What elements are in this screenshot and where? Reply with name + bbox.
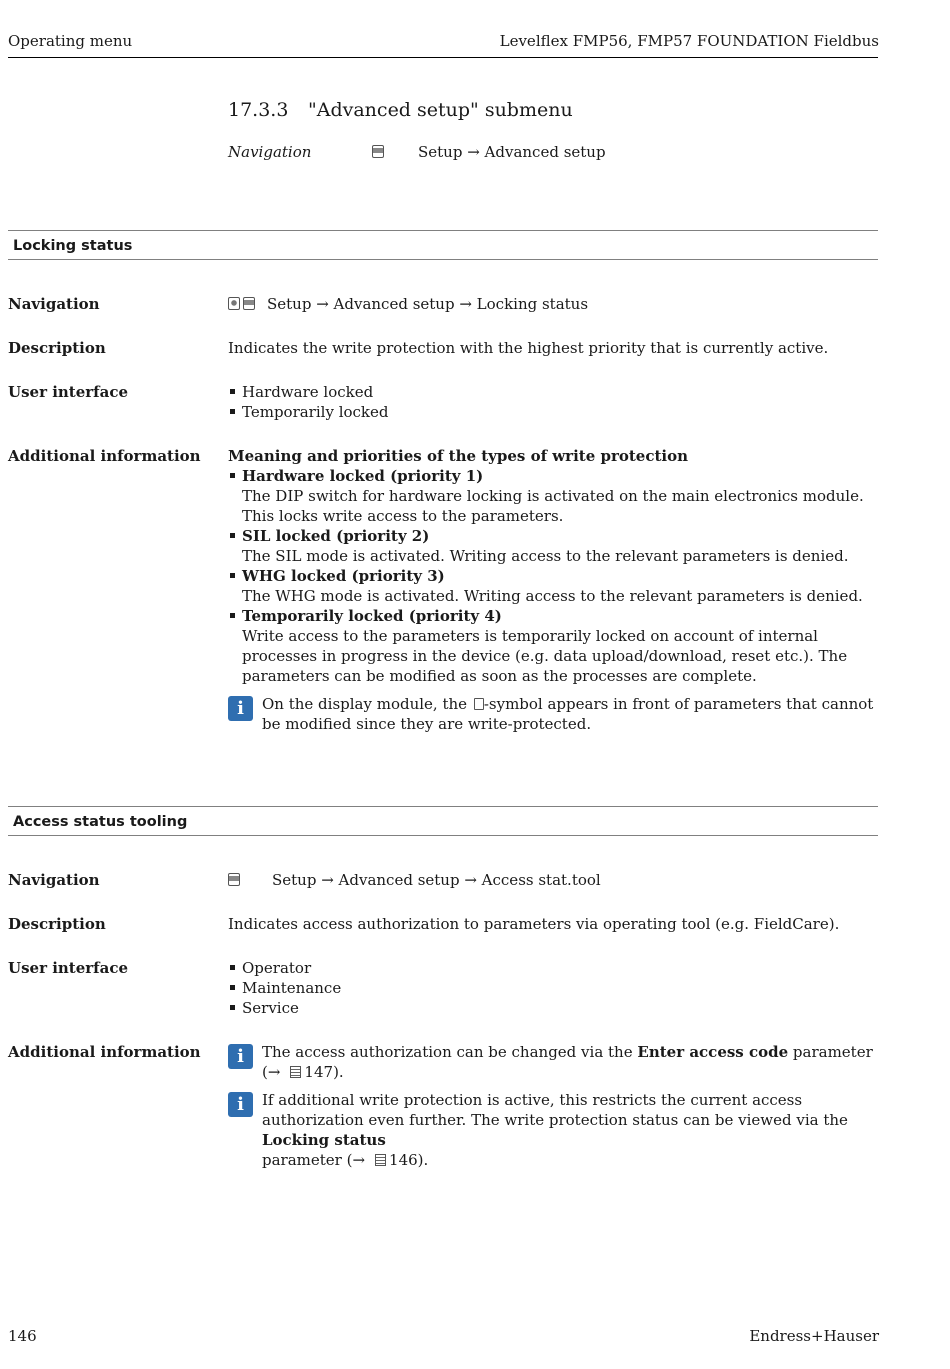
row-label-additional-information: Additional information <box>8 1043 201 1061</box>
note-text: On the display module, the <box>262 695 468 713</box>
note-text: If additional write protection is active, this restricts the current access authorization even further. The write protection status can be viewed via the <box>262 1091 848 1129</box>
row-label-navigation: Navigation <box>8 295 100 313</box>
note-text: ). <box>333 1063 344 1081</box>
priority-item <box>228 526 878 566</box>
access-status-description: Indicates access authorization to parameters via operating tool (e.g. FieldCare). <box>228 915 840 933</box>
info-icon: i <box>228 1044 253 1069</box>
priority-item <box>228 606 878 686</box>
page-reference[interactable]: 146 <box>389 1151 418 1169</box>
note-text: -symbol appears in front of parameters that cannot be modified since they are write-protected. <box>262 695 874 733</box>
locking-status-additional <box>228 446 878 734</box>
page-reference-icon <box>375 1154 386 1166</box>
locking-status-options <box>228 382 878 422</box>
running-header-left: Operating menu <box>8 32 133 50</box>
header-rule <box>8 57 878 58</box>
list-item: Hardware locked <box>228 382 878 402</box>
param-header-locking-status: Locking status <box>8 230 878 260</box>
list-item: Maintenance <box>228 978 878 998</box>
submenu-navigation <box>228 142 606 162</box>
navigation-label: Navigation <box>228 143 312 161</box>
access-status-options <box>228 958 878 1018</box>
list-item: Service <box>228 998 878 1018</box>
device-display-icon <box>243 297 255 310</box>
locking-status-navigation <box>228 294 878 314</box>
navigation-path: Setup → Advanced setup → Access stat.tool <box>272 871 601 889</box>
row-label-additional-information: Additional information <box>8 447 201 465</box>
access-status-navigation <box>228 870 878 890</box>
priority-name: Hardware locked (priority 1) <box>242 467 484 485</box>
footer-brand: Endress+Hauser <box>749 1327 879 1345</box>
row-label-navigation: Navigation <box>8 871 100 889</box>
info-icon: i <box>228 1092 253 1117</box>
priority-text: Write access to the parameters is temporarily locked on account of internal processes in progress in the device (e.g. data upload/download, reset etc.). The parameters can be modified as soon as the processes are complete. <box>242 627 848 685</box>
priority-name: Temporarily locked (priority 4) <box>242 607 502 625</box>
page-number: 146 <box>8 1327 37 1345</box>
list-item: Operator <box>228 958 878 978</box>
note-text: (→ <box>262 1063 281 1081</box>
note-text: parameter (→ <box>262 1151 366 1169</box>
priority-item <box>228 466 878 526</box>
row-label-user-interface: User interface <box>8 959 129 977</box>
running-header-right: Levelflex FMP56, FMP57 FOUNDATION Fieldbus <box>499 32 879 50</box>
list-item: Temporarily locked <box>228 402 878 422</box>
section-number: 17.3.3 <box>228 99 289 121</box>
page-reference-icon <box>290 1066 301 1078</box>
info-note <box>228 1090 878 1170</box>
device-display-icon <box>372 145 384 158</box>
lock-icon <box>474 698 484 710</box>
navigation-path: Setup → Advanced setup → Locking status <box>267 295 589 313</box>
param-header-access-status-tooling: Access status tooling <box>8 806 878 836</box>
info-note <box>228 1042 878 1082</box>
row-label-description: Description <box>8 339 106 357</box>
locking-status-description: Indicates the write protection with the highest priority that is currently active. <box>228 339 829 357</box>
priority-name: WHG locked (priority 3) <box>242 567 445 585</box>
note-text: ). <box>417 1151 429 1169</box>
priority-text: The DIP switch for hardware locking is activated on the main electronics module. This locks write access to the parameters. <box>242 487 864 525</box>
parameter-link-locking-status: Locking status <box>262 1131 386 1149</box>
row-label-description: Description <box>8 915 106 933</box>
priority-text: The WHG mode is activated. Writing access to the relevant parameters is denied. <box>242 587 863 605</box>
note-text: The access authorization can be changed via the <box>262 1043 633 1061</box>
parameter-link-enter-access-code: Enter access code <box>637 1043 789 1061</box>
page-reference[interactable]: 147 <box>304 1063 334 1081</box>
operating-tool-icon <box>228 297 240 310</box>
priority-item <box>228 566 878 606</box>
info-note <box>228 694 878 734</box>
section-heading <box>228 97 573 123</box>
info-icon: i <box>228 696 253 721</box>
navigation-path: Setup → Advanced setup <box>418 143 606 161</box>
row-label-user-interface: User interface <box>8 383 129 401</box>
section-title: "Advanced setup" submenu <box>308 99 573 121</box>
access-status-additional <box>228 1042 878 1170</box>
device-display-icon <box>228 873 240 886</box>
additional-heading: Meaning and priorities of the types of write protection <box>228 447 689 465</box>
priority-name: SIL locked (priority 2) <box>242 527 430 545</box>
priority-text: The SIL mode is activated. Writing access to the relevant parameters is denied. <box>242 547 849 565</box>
note-text: parameter <box>792 1043 873 1061</box>
